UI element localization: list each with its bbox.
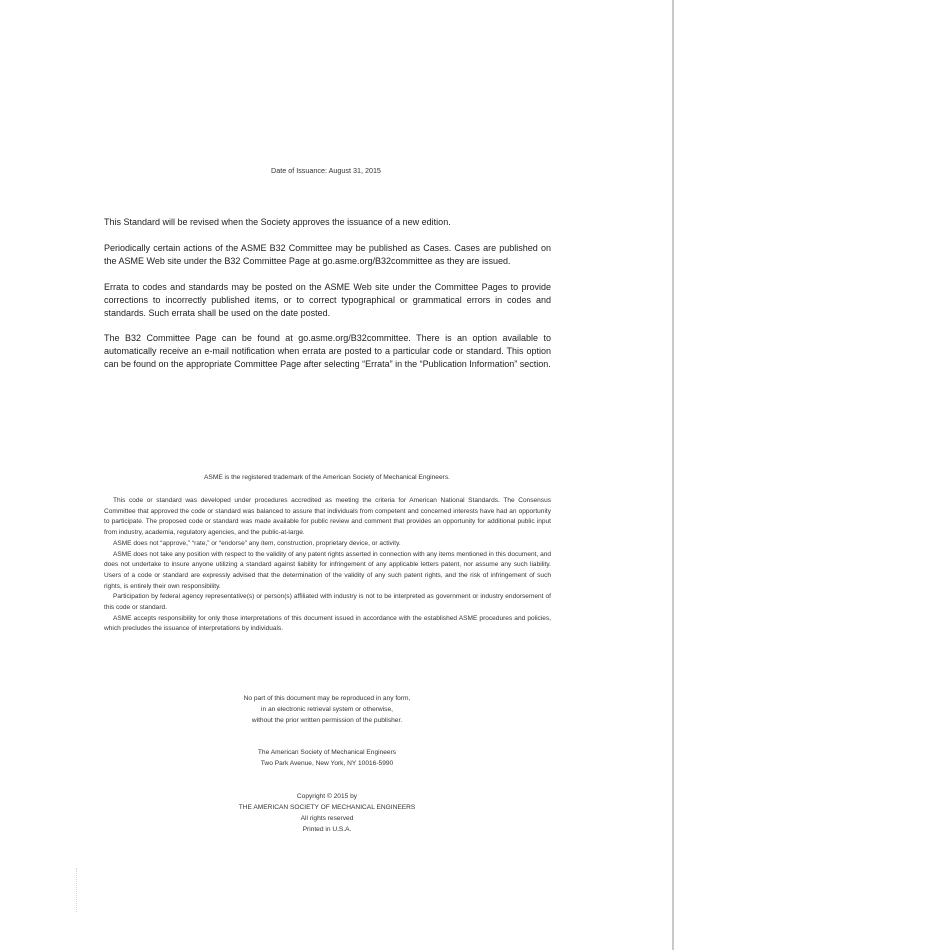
copyright-line: Printed in U.S.A.	[302, 826, 352, 833]
reproduction-line: No part of this document may be reproduced in any form,	[243, 695, 411, 702]
copyright-line: THE AMERICAN SOCIETY OF MECHANICAL ENGINEERS	[238, 804, 416, 811]
copyright-line: All rights reserved	[300, 815, 354, 822]
legal-disclaimer-section	[104, 496, 551, 635]
legal-paragraph: This code or standard was developed under procedures accredited as meeting the criteria for American National Standards. The Consensus Committee that approved the code or standard was balanced to assure that individuals from competent and concerned interests have had an opportunity to participate. The proposed code or standard was made available for public review and comment that provides an opportunity for additional public input from industry, academia, regulatory agencies, and the public-at-large.	[104, 497, 551, 537]
margin-marks	[76, 868, 79, 912]
revision-paragraph: This Standard will be revised when the Society approves the issuance of a new edition.	[104, 217, 451, 227]
copyright-block	[0, 791, 654, 835]
legal-paragraph: ASME does not “approve,” “rate,” or “endorse” any item, construction, proprietary device, or activity.	[113, 539, 401, 547]
address-line: Two Park Avenue, New York, NY 10016-5990	[260, 760, 394, 767]
reproduction-line: without the prior written permission of the publisher.	[251, 717, 403, 724]
legal-paragraph: ASME does not take any position with respect to the validity of any patent rights asserted in connection with any items mentioned in this document, and does not undertake to insure anyone utilizing a standard against liability for infringement of any applicable letters patent, nor assume any such liability. Users of a code or standard are expressly advised that the determination of the validity of any such patent rights, and the risk of infringement of such rights, is entirely their own responsibility.	[104, 550, 551, 590]
revision-notice-section	[104, 216, 551, 384]
trademark-notice: ASME is the registered trademark of the American Society of Mechanical Engineers.	[204, 474, 450, 481]
cases-paragraph: Periodically certain actions of the ASME B32 Committee may be published as Cases. Cases are published on the ASME Web site under the B32 Committee Page at go.asme.org/B32committee as they are issued.	[104, 242, 551, 266]
copyright-line: Copyright © 2015 by	[296, 793, 358, 800]
blank-side-pane	[674, 0, 950, 950]
legal-paragraph: ASME accepts responsibility for only those interpretations of this document issued in accordance with the established ASME procedures and policies, which precludes the issuance of interpretations by individuals.	[104, 614, 551, 633]
publisher-address	[0, 747, 654, 769]
errata-paragraph: Errata to codes and standards may be posted on the ASME Web site under the Committee Pages to provide corrections to incorrectly published items, or to correct typographical or grammatical errors in codes and standards. Such errata shall be used on the date posted.	[104, 281, 551, 318]
reproduction-line: in an electronic retrieval system or otherwise,	[261, 706, 393, 713]
committee-page-paragraph: The B32 Committee Page can be found at go.asme.org/B32committee. There is an option available to automatically receive an e-mail notification when errata are posted to a particular code or standard. This option can be found on the appropriate Committee Page after selecting “Errata” in the “Publication Information” section.	[104, 333, 551, 370]
legal-paragraph: Participation by federal agency representative(s) or person(s) affiliated with industry is not to be interpreted as government or industry endorsement of this code or standard.	[104, 593, 551, 612]
reproduction-notice	[0, 693, 654, 726]
issuance-date: Date of Issuance: August 31, 2015	[271, 166, 381, 175]
address-line: The American Society of Mechanical Engineers	[257, 749, 397, 756]
